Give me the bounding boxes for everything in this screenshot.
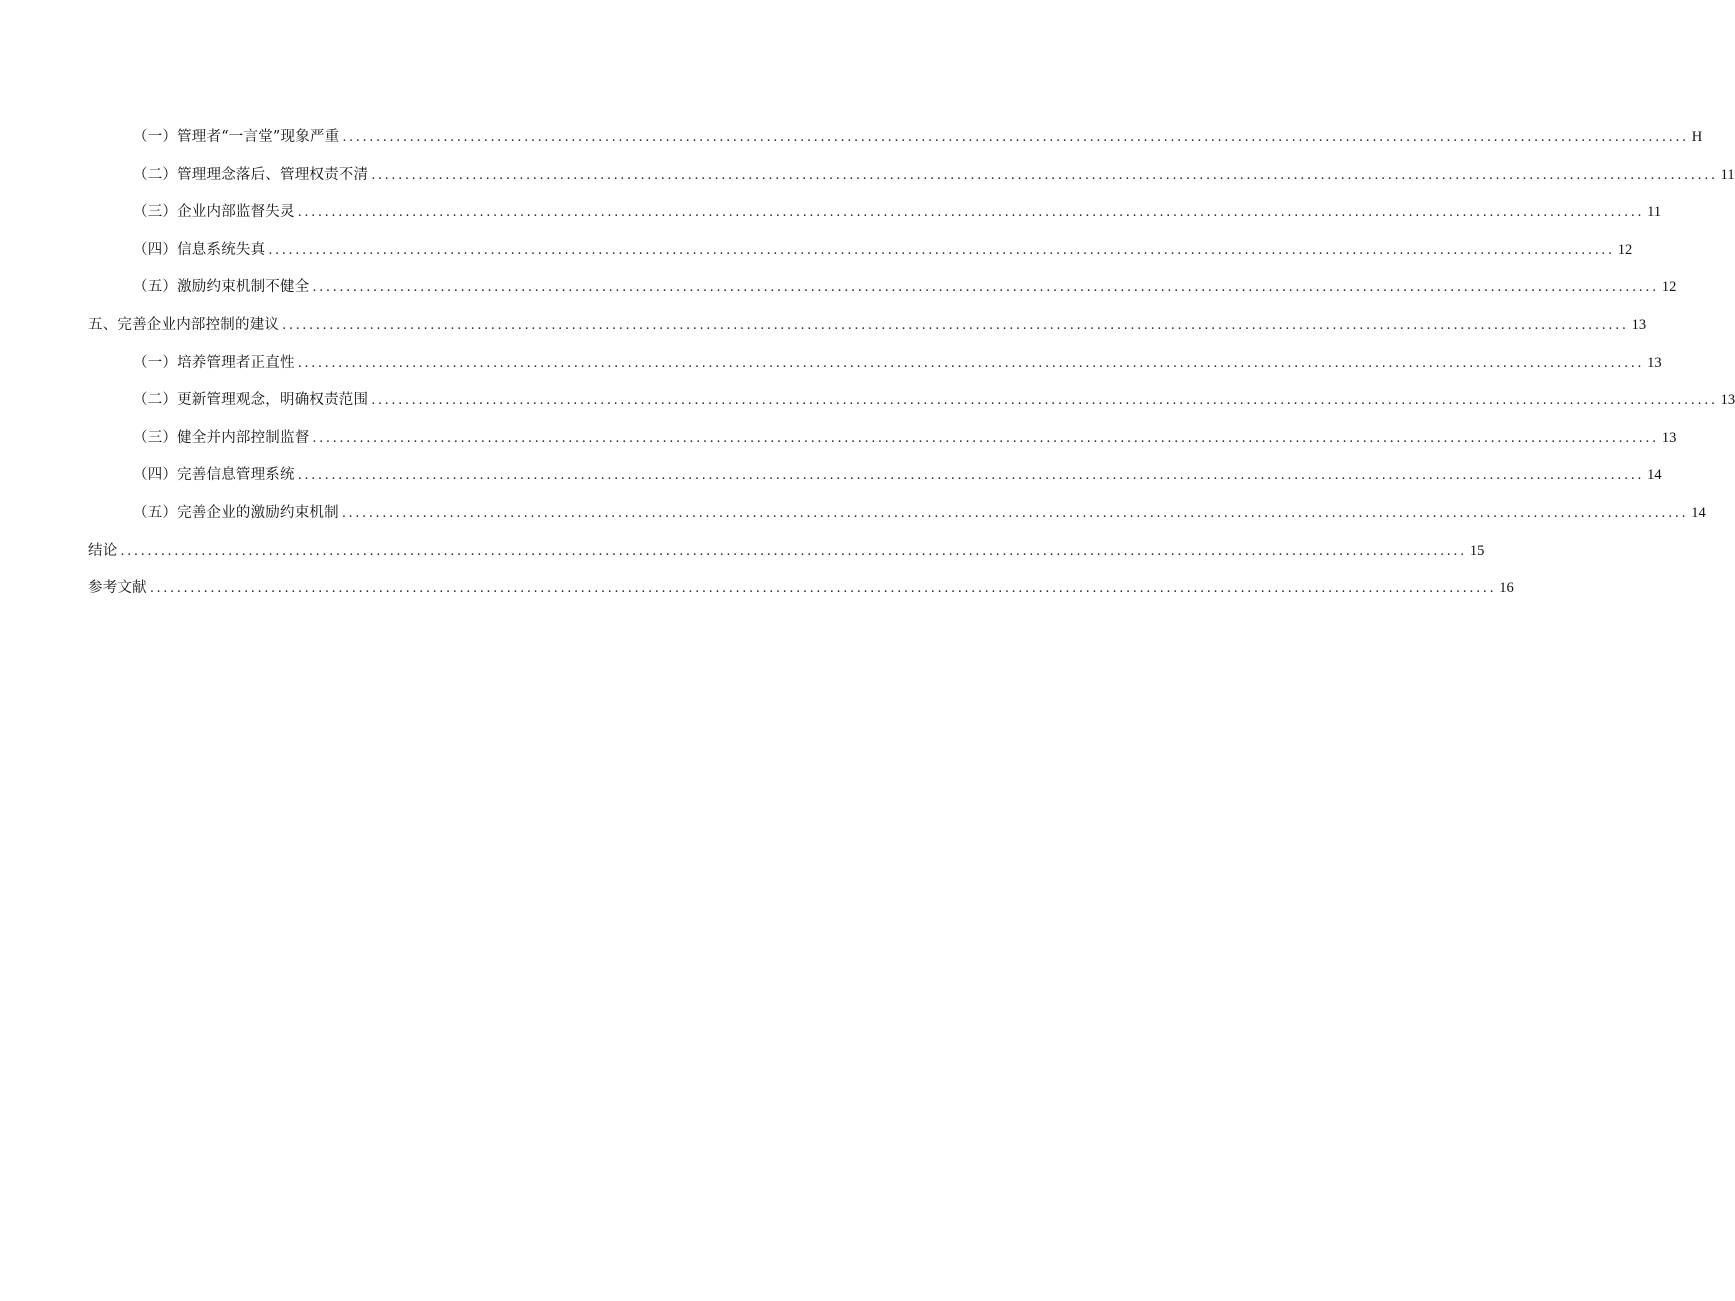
toc-entry-label: （二）更新管理观念，明确权责范围 — [133, 392, 369, 409]
toc-page-number: 14 — [1647, 467, 1662, 484]
toc-entry-5-2[interactable] — [88, 382, 1735, 420]
toc-entry-label: （一）管理者“一言堂”现象严重 — [133, 129, 340, 145]
toc-page-number: 11 — [1647, 204, 1662, 221]
toc-entry-5-5[interactable] — [88, 495, 1706, 533]
toc-leader-dots: ........................................................................................................................................................................................................ — [268, 242, 1615, 258]
toc-entry-label: （一）培养管理者正直性 — [133, 354, 295, 371]
toc-leader-dots: ........................................................................................................................................................................................................ — [371, 393, 1718, 409]
toc-entry-5-3[interactable] — [88, 420, 1677, 458]
toc-entry-label: 参考文献 — [88, 580, 147, 597]
toc-page-number: 13 — [1647, 354, 1662, 371]
toc-entry-label: （三）企业内部监督失灵 — [133, 204, 295, 221]
toc-leader-dots: ........................................................................................................................................................................................................ — [297, 355, 1645, 371]
toc-leader-dots: ........................................................................................................................................................................................................ — [312, 280, 1659, 296]
toc-entry-conclusion[interactable] — [88, 533, 1485, 571]
table-of-contents — [88, 119, 1735, 608]
toc-page-number: 16 — [1499, 580, 1514, 597]
toc-leader-dots: ........................................................................................................................................................................................................ — [342, 130, 1689, 145]
toc-entry-section-5[interactable] — [88, 307, 1647, 345]
toc-entry-references[interactable] — [88, 570, 1514, 608]
toc-leader-dots: ........................................................................................................................................................................................................ — [297, 205, 1645, 221]
toc-entry-label: （五）完善企业的激励约束机制 — [133, 504, 339, 521]
toc-entry-1-2[interactable] — [88, 157, 1735, 195]
toc-leader-dots: ........................................................................................................................................................................................................ — [312, 430, 1659, 446]
toc-leader-dots: ........................................................................................................................................................................................................ — [341, 505, 1689, 521]
toc-page-number: 13 — [1661, 429, 1677, 446]
toc-leader-dots: ........................................................................................................................................................................................................ — [282, 317, 1629, 333]
toc-leader-dots: ........................................................................................................................................................................................................ — [297, 468, 1645, 484]
toc-page-number: 13 — [1631, 316, 1647, 333]
toc-page-number: 11 — [1720, 166, 1735, 183]
toc-entry-label: 结论 — [88, 542, 118, 559]
toc-leader-dots: ........................................................................................................................................................................................................ — [371, 167, 1718, 183]
toc-entry-5-4[interactable] — [88, 457, 1662, 495]
toc-entry-label: （二）管理理念落后、管理权责不清 — [133, 166, 369, 183]
toc-entry-label: （四）完善信息管理系统 — [133, 467, 295, 484]
toc-entry-label: 五、完善企业内部控制的建议 — [88, 316, 280, 333]
toc-entry-label: （四）信息系统失真 — [133, 241, 266, 258]
toc-entry-1-1[interactable] — [88, 119, 1703, 157]
toc-entry-1-3[interactable] — [88, 194, 1662, 232]
toc-entry-1-5[interactable] — [88, 269, 1677, 307]
toc-page-number: 12 — [1661, 279, 1677, 296]
toc-page-number: 14 — [1691, 504, 1706, 521]
toc-leader-dots: ........................................................................................................................................................................................................ — [149, 581, 1497, 597]
toc-page-number: 12 — [1617, 241, 1633, 258]
toc-page-number: H — [1691, 129, 1703, 145]
toc-entry-5-1[interactable] — [88, 345, 1662, 383]
toc-entry-label: （五）激励约束机制不健全 — [133, 279, 310, 296]
toc-leader-dots: ........................................................................................................................................................................................................ — [120, 543, 1467, 559]
toc-page-number: 15 — [1469, 542, 1485, 559]
toc-page-number: 13 — [1720, 392, 1735, 409]
toc-entry-label: （三）健全并内部控制监督 — [133, 429, 310, 446]
toc-entry-1-4[interactable] — [88, 232, 1633, 270]
